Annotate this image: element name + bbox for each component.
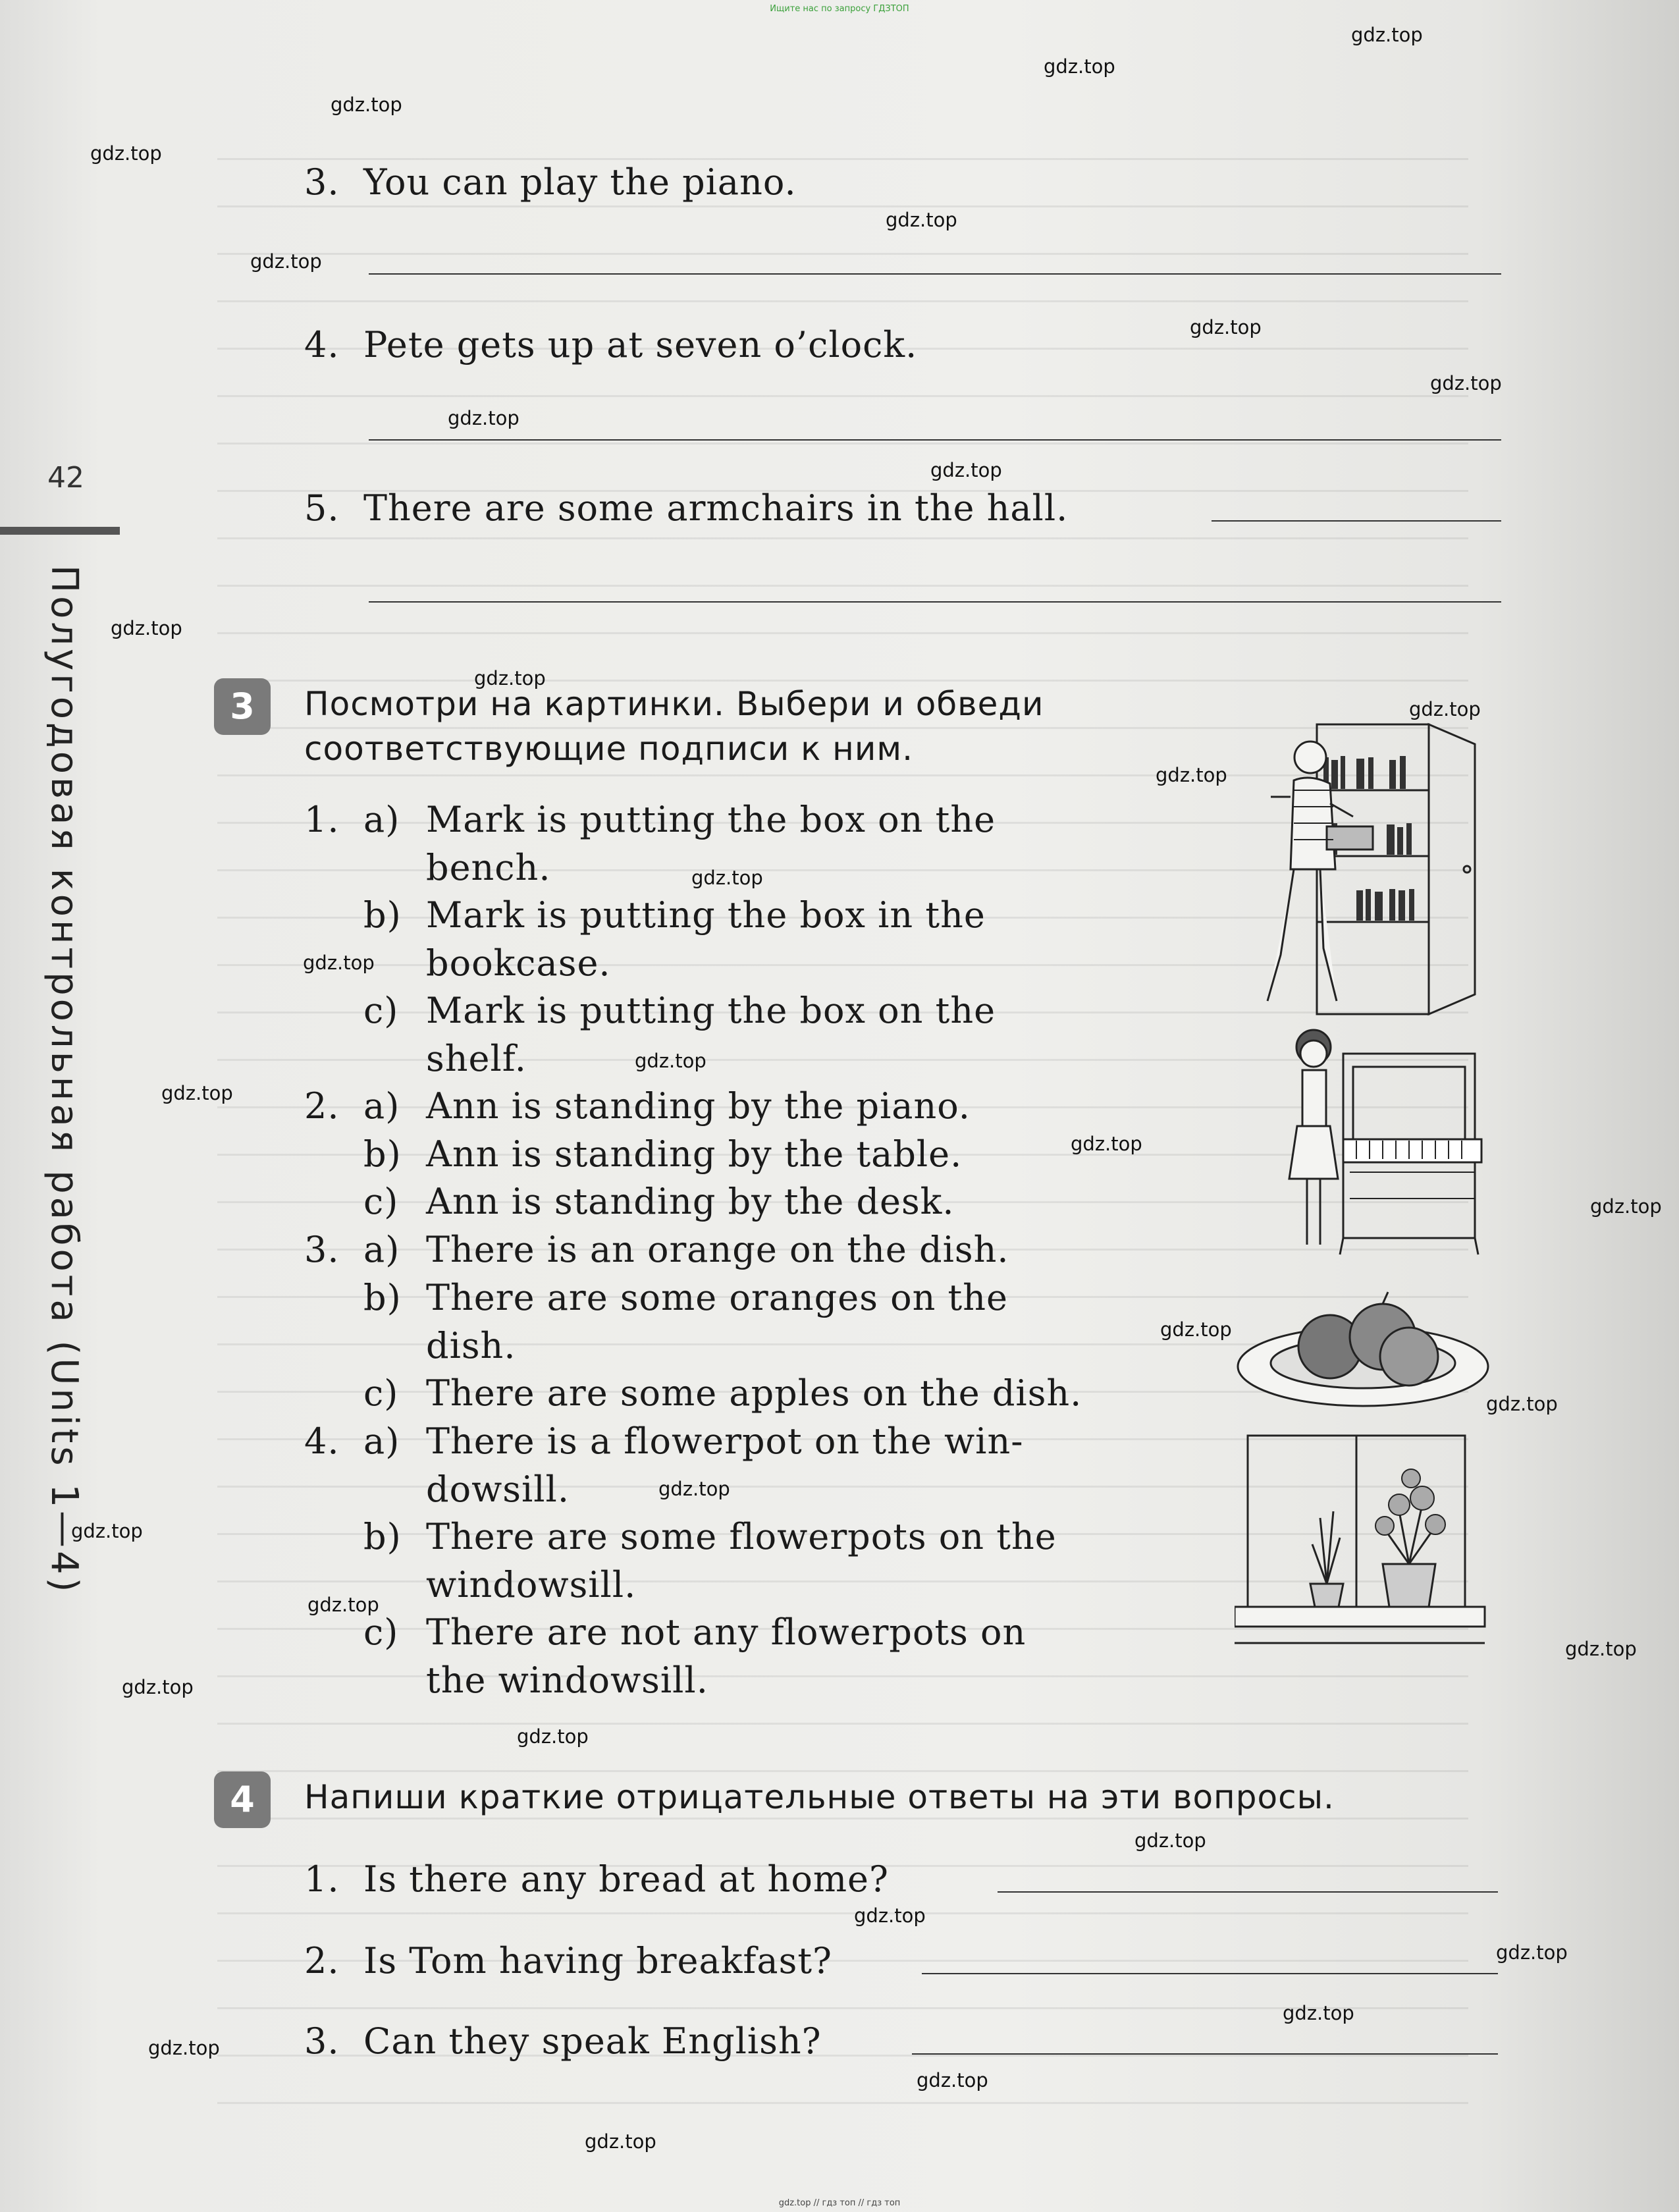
watermark: gdz.top <box>122 1676 194 1698</box>
answer-line[interactable] <box>369 439 1501 441</box>
watermark: gdz.top <box>917 2069 988 2091</box>
watermark: gdz.top <box>1351 24 1423 46</box>
option-a[interactable]: 2. a) Ann is standing by the piano. <box>304 1085 971 1127</box>
watermark: gdz.top <box>1160 1318 1232 1341</box>
watermark: gdz.top <box>1590 1195 1662 1218</box>
watermark: gdz.top <box>1134 1829 1206 1852</box>
watermark: gdz.top <box>111 617 182 639</box>
watermark: gdz.top <box>448 407 520 429</box>
answer-line[interactable] <box>912 2053 1498 2055</box>
option-c-continued: the windowsill. <box>426 1659 708 1701</box>
watermark: gdz.top <box>474 667 546 689</box>
answer-line[interactable] <box>998 1891 1498 1893</box>
question-item: 3. Can they speak English? <box>304 2020 822 2062</box>
watermark: gdz.top <box>886 209 957 231</box>
task-badge: 4 <box>214 1771 271 1828</box>
question-item: 2. Is Tom having breakfast? <box>304 1940 832 1982</box>
margin-divider <box>0 527 120 535</box>
watermark: gdz.top <box>1190 316 1262 338</box>
side-title: Полугодовая контрольная работа (Units 1—4) <box>43 565 86 1596</box>
watermark: gdz.top <box>331 94 402 116</box>
task-instruction: соответствующие подписи к ним. <box>304 730 913 768</box>
boy-bookcase-picture <box>1258 711 1495 1021</box>
option-c[interactable]: c) Mark is putting the box on the <box>363 990 996 1031</box>
watermark: gdz.top <box>930 459 1002 481</box>
answer-line[interactable] <box>1212 520 1501 522</box>
option-c[interactable]: c) There are some apples on the dish. <box>363 1372 1082 1414</box>
task-badge: 3 <box>214 678 271 735</box>
watermark: gdz.top <box>517 1725 589 1748</box>
page-number: 42 <box>47 461 84 495</box>
answer-line[interactable] <box>369 273 1501 275</box>
question-item: 1. Is there any bread at home? <box>304 1858 889 1900</box>
watermark: gdz.top <box>658 1478 730 1500</box>
apples-dish-picture <box>1231 1284 1495 1416</box>
watermark: gdz.top <box>854 1904 926 1927</box>
watermark: gdz.top <box>148 2037 220 2059</box>
option-b-continued: bookcase. <box>426 942 611 984</box>
watermark: gdz.top <box>585 2130 656 2153</box>
option-b[interactable]: b) Ann is standing by the table. <box>363 1133 963 1175</box>
option-b-continued: windowsill. <box>426 1564 637 1605</box>
option-c-continued: shelf. <box>426 1038 527 1079</box>
option-b[interactable]: b) Mark is putting the box in the <box>363 894 986 936</box>
watermark: gdz.top <box>161 1082 233 1104</box>
footer-note: gdz.top // гдз топ // гдз топ <box>778 2198 901 2208</box>
option-a[interactable]: 1. a) Mark is putting the box on the <box>304 799 996 840</box>
watermark: gdz.top <box>1565 1638 1637 1660</box>
watermark: gdz.top <box>71 1520 143 1542</box>
watermark: gdz.top <box>250 250 322 273</box>
watermark: gdz.top <box>1283 2002 1354 2024</box>
watermark: gdz.top <box>90 142 162 165</box>
option-a[interactable]: 4. a) There is a flowerpot on the win- <box>304 1420 1024 1462</box>
header-note: Ищите нас по запросу ГДЗТОП <box>770 4 909 14</box>
watermark: gdz.top <box>635 1050 706 1072</box>
sentence-item: 3. You can play the piano. <box>304 161 797 203</box>
watermark: gdz.top <box>307 1594 379 1616</box>
sentence-item: 5. There are some armchairs in the hall. <box>304 487 1069 529</box>
watermark: gdz.top <box>691 867 763 889</box>
watermark: gdz.top <box>1156 764 1227 786</box>
answer-line[interactable] <box>369 601 1501 603</box>
option-a-continued: dowsill. <box>426 1469 570 1510</box>
watermark: gdz.top <box>1496 1941 1568 1964</box>
watermark: gdz.top <box>1044 55 1115 78</box>
watermark: gdz.top <box>1486 1393 1558 1415</box>
windowsill-flowerpots-picture <box>1235 1432 1491 1663</box>
answer-line[interactable] <box>922 1973 1498 1974</box>
watermark: gdz.top <box>303 952 375 974</box>
watermark: gdz.top <box>1430 372 1502 394</box>
option-c[interactable]: c) There are not any flowerpots on <box>363 1611 1026 1653</box>
sentence-item: 4. Pete gets up at seven o’clock. <box>304 324 918 365</box>
task-instruction: Напиши краткие отрицательные ответы на эти вопросы. <box>304 1778 1335 1816</box>
option-b[interactable]: b) There are some oranges on the <box>363 1277 1008 1318</box>
watermark: gdz.top <box>1071 1133 1142 1155</box>
option-c[interactable]: c) Ann is standing by the desk. <box>363 1181 955 1222</box>
option-a[interactable]: 3. a) There is an orange on the dish. <box>304 1229 1009 1270</box>
task-instruction: Посмотри на картинки. Выбери и обведи <box>304 685 1044 723</box>
option-b[interactable]: b) There are some flowerpots on the <box>363 1516 1057 1557</box>
option-b-continued: dish. <box>426 1325 516 1366</box>
option-a-continued: bench. <box>426 847 551 888</box>
girl-piano-picture <box>1277 1027 1495 1264</box>
watermark: gdz.top <box>1409 698 1481 720</box>
